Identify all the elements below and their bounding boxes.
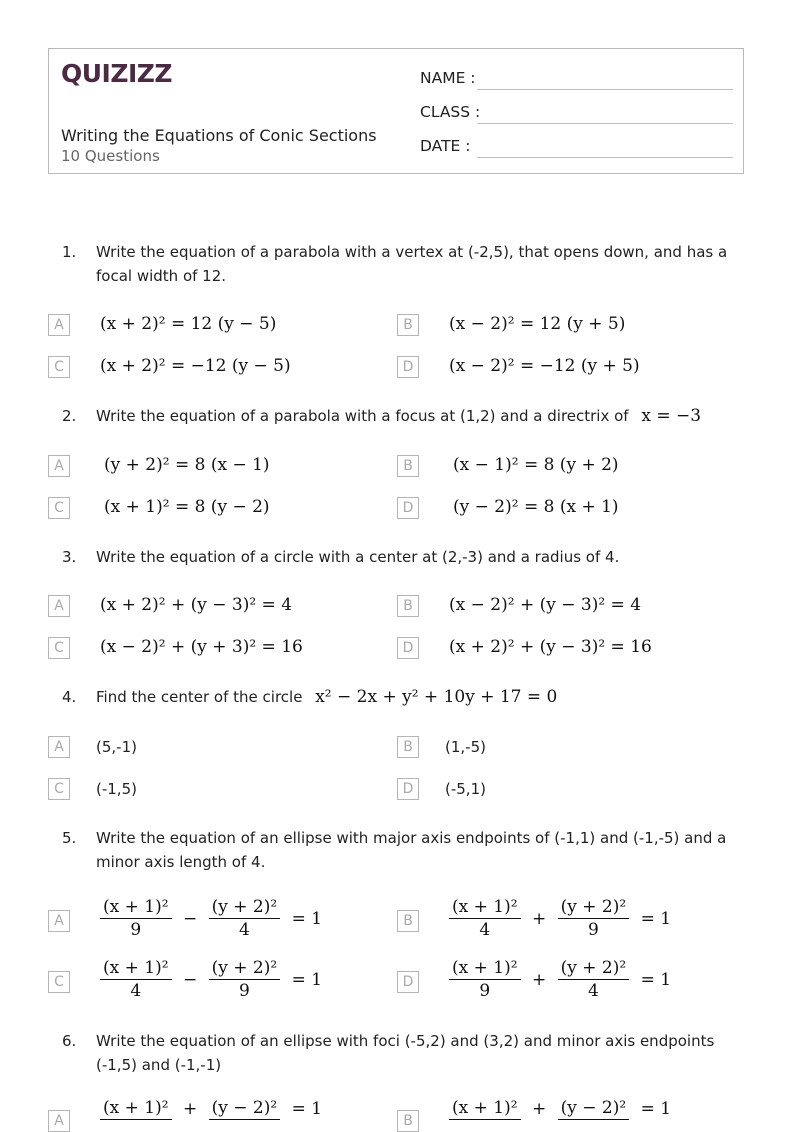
option-letter[interactable]: B <box>397 1110 419 1132</box>
name-field[interactable] <box>477 89 733 90</box>
option-text: $\frac{\text{(x + 1)²}}{4}$ − $\frac{\text{(y + 2)²}}{9}$ = 1 <box>98 958 326 1001</box>
option-text: (x + 2)² = −12 (y − 5) <box>100 356 291 376</box>
fraction: $\frac{\text{(y + 2)²}}{9}$ <box>558 897 630 940</box>
question-number: 6. <box>62 1032 77 1050</box>
option-letter[interactable]: A <box>48 314 70 336</box>
name-label: NAME : <box>420 69 476 87</box>
option-text: (-1,5) <box>96 780 137 798</box>
worksheet-title: Writing the Equations of Conic Sections <box>61 126 377 145</box>
option-text: (x + 1)² + (y − 2)² = 1 <box>98 1098 326 1120</box>
option-text: (x − 2)² + (y + 3)² = 16 <box>100 637 303 657</box>
fraction: (x + 1)² <box>100 1098 172 1120</box>
option-letter[interactable]: B <box>397 595 419 617</box>
option-text: (x − 2)² = −12 (y + 5) <box>449 356 640 376</box>
option-text: (x + 2)² + (y − 3)² = 16 <box>449 637 652 657</box>
option-text: (-5,1) <box>445 780 486 798</box>
option-letter[interactable]: C <box>48 497 70 519</box>
fraction: $\frac{\text{(x + 1)²}}{9}$ <box>100 897 172 940</box>
option-text: (x + 1)² + (y − 2)² = 1 <box>447 1098 675 1120</box>
question-text <box>96 685 746 709</box>
option-letter[interactable]: A <box>48 595 70 617</box>
option-letter[interactable]: A <box>48 1110 70 1132</box>
fraction: (x + 1)² <box>449 1098 521 1120</box>
option-letter[interactable]: C <box>48 356 70 378</box>
question-math: x² − 2x + y² + 10y + 17 = 0 <box>315 687 558 707</box>
question-text: Write the equation of an ellipse with foci (-5,2) and (3,2) and minor axis endpoints (-1,5) and (-1,-1) <box>96 1032 715 1074</box>
option-letter[interactable]: D <box>397 497 419 519</box>
question-text-content: Find the center of the circle <box>96 688 303 706</box>
option-letter[interactable]: B <box>397 736 419 758</box>
date-label: DATE : <box>420 137 471 155</box>
option-text: (5,-1) <box>96 738 137 756</box>
class-label: CLASS : <box>420 103 481 121</box>
option-text: (1,-5) <box>445 738 486 756</box>
question-text-content: Write the equation of a parabola with a focus at (1,2) and a directrix of <box>96 407 629 425</box>
worksheet-header <box>48 48 744 174</box>
question-number: 3. <box>62 548 77 566</box>
fraction: (y − 2)² <box>558 1098 630 1120</box>
question-number: 5. <box>62 829 77 847</box>
fraction: $\frac{\text{(y + 2)²}}{9}$ <box>209 958 281 1001</box>
option-letter[interactable]: D <box>397 778 419 800</box>
quizizz-logo: QUIZIZZ <box>61 59 173 88</box>
option-letter[interactable]: B <box>397 314 419 336</box>
class-field[interactable] <box>477 123 733 124</box>
option-letter[interactable]: C <box>48 971 70 993</box>
option-text: (x + 1)² = 8 (y − 2) <box>104 497 270 517</box>
option-text: (y − 2)² = 8 (x + 1) <box>453 497 619 517</box>
option-letter[interactable]: B <box>397 455 419 477</box>
fraction: $\frac{\text{(x + 1)²}}{4}$ <box>449 897 521 940</box>
option-letter[interactable]: A <box>48 736 70 758</box>
option-letter[interactable]: D <box>397 356 419 378</box>
option-text: $\frac{\text{(x + 1)²}}{9}$ + $\frac{\text{(y + 2)²}}{4}$ = 1 <box>447 958 675 1001</box>
option-text: (x − 2)² + (y − 3)² = 4 <box>449 595 642 615</box>
question-text: Write the equation of a circle with a center at (2,-3) and a radius of 4. <box>96 548 620 566</box>
option-text: $\frac{\text{(x + 1)²}}{4}$ + $\frac{\text{(y + 2)²}}{9}$ = 1 <box>447 897 675 940</box>
question-text: Write the equation of an ellipse with major axis endpoints of (-1,1) and (-1,-5) and a minor axis length of 4. <box>96 829 727 871</box>
question-number: 4. <box>62 688 77 706</box>
question-text <box>96 404 746 428</box>
option-text: (x + 2)² = 12 (y − 5) <box>100 314 277 334</box>
option-text: (x − 2)² = 12 (y + 5) <box>449 314 626 334</box>
date-field[interactable] <box>477 157 733 158</box>
option-text: $\frac{\text{(x + 1)²}}{9}$ − $\frac{\text{(y + 2)²}}{4}$ = 1 <box>98 897 326 940</box>
question-text: Write the equation of a parabola with a vertex at (-2,5), that opens down, and has a focal width of 12. <box>96 243 728 285</box>
fraction: $\frac{\text{(x + 1)²}}{4}$ <box>100 958 172 1001</box>
question-count: 10 Questions <box>61 147 160 165</box>
fraction: $\frac{\text{(y + 2)²}}{4}$ <box>209 897 281 940</box>
option-text: (x + 2)² + (y − 3)² = 4 <box>100 595 293 615</box>
option-letter[interactable]: D <box>397 971 419 993</box>
option-text: (y + 2)² = 8 (x − 1) <box>104 455 270 475</box>
question-number: 1. <box>62 243 77 261</box>
fraction: $\frac{\text{(x + 1)²}}{9}$ <box>449 958 521 1001</box>
fraction: $\frac{\text{(y + 2)²}}{4}$ <box>558 958 630 1001</box>
option-letter[interactable]: C <box>48 778 70 800</box>
option-letter[interactable]: B <box>397 910 419 932</box>
question-math: x = −3 <box>641 406 702 426</box>
option-letter[interactable]: D <box>397 637 419 659</box>
option-letter[interactable]: A <box>48 455 70 477</box>
question-number: 2. <box>62 407 77 425</box>
option-text: (x − 1)² = 8 (y + 2) <box>453 455 619 475</box>
option-letter[interactable]: C <box>48 637 70 659</box>
option-letter[interactable]: A <box>48 910 70 932</box>
fraction: (y − 2)² <box>209 1098 281 1120</box>
